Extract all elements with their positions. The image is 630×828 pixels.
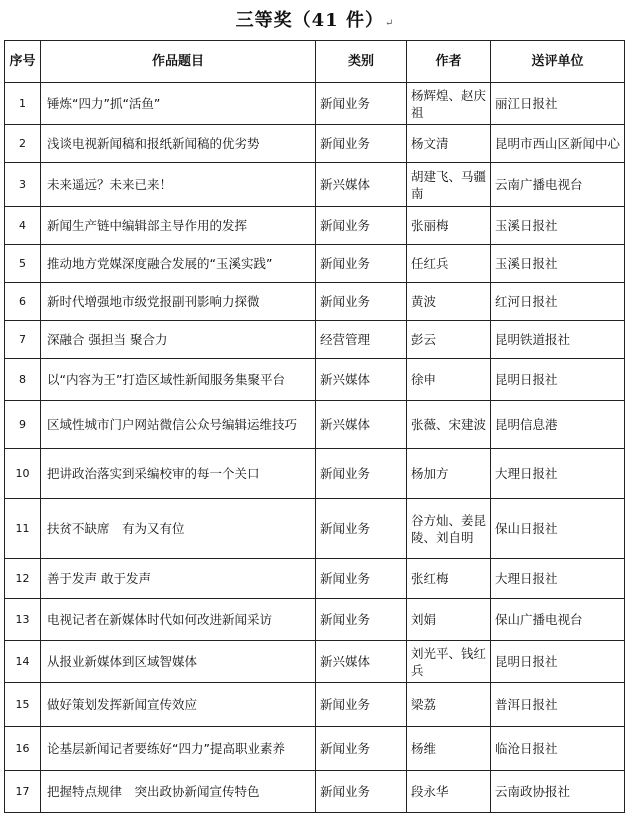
table-row [5, 499, 625, 559]
cell-category: 新闻业务 [316, 727, 407, 771]
cell-category: 新兴媒体 [316, 641, 407, 683]
header-category: 类别 [316, 41, 407, 83]
cell-unit: 普洱日报社 [491, 683, 625, 727]
cell-unit: 昆明信息港 [491, 401, 625, 449]
cell-author: 刘光平、钱红兵 [407, 641, 491, 683]
cell-author: 彭云 [407, 321, 491, 359]
cell-title: 新闻生产链中编辑部主导作用的发挥 [41, 207, 316, 245]
cell-category: 新兴媒体 [316, 163, 407, 207]
cell-title: 电视记者在新媒体时代如何改进新闻采访 [41, 599, 316, 641]
cell-author: 张丽梅 [407, 207, 491, 245]
cell-title: 推动地方党媒深度融合发展的“玉溪实践” [41, 245, 316, 283]
table-row [5, 683, 625, 727]
cell-unit: 红河日报社 [491, 283, 625, 321]
cell-no: 12 [5, 559, 41, 599]
cell-no: 8 [5, 359, 41, 401]
cell-unit: 临沧日报社 [491, 727, 625, 771]
table-header-row [5, 41, 625, 83]
cell-author: 刘娟 [407, 599, 491, 641]
cell-no: 1 [5, 83, 41, 125]
cell-category: 新闻业务 [316, 771, 407, 813]
table-row [5, 359, 625, 401]
cell-category: 新闻业务 [316, 683, 407, 727]
table-row [5, 449, 625, 499]
table-row [5, 321, 625, 359]
cell-title: 浅谈电视新闻稿和报纸新闻稿的优劣势 [41, 125, 316, 163]
cell-title: 把讲政治落实到采编校审的每一个关口 [41, 449, 316, 499]
cell-no: 16 [5, 727, 41, 771]
cell-title: 从报业新媒体到区域智媒体 [41, 641, 316, 683]
cell-title: 新时代增强地市级党报副刊影响力探微 [41, 283, 316, 321]
cell-no: 2 [5, 125, 41, 163]
cell-no: 6 [5, 283, 41, 321]
cell-unit: 大理日报社 [491, 449, 625, 499]
cell-category: 新闻业务 [316, 599, 407, 641]
cell-category: 新兴媒体 [316, 401, 407, 449]
cell-no: 5 [5, 245, 41, 283]
cell-no: 10 [5, 449, 41, 499]
cell-author: 张红梅 [407, 559, 491, 599]
cell-unit: 昆明日报社 [491, 359, 625, 401]
cell-author: 杨加方 [407, 449, 491, 499]
page-title: 三等奖（41 件）↵ [235, 10, 395, 31]
table-row [5, 727, 625, 771]
cell-category: 新闻业务 [316, 499, 407, 559]
cell-no: 3 [5, 163, 41, 207]
cell-title: 锤炼“四力”抓“活鱼” [41, 83, 316, 125]
cell-unit: 昆明铁道报社 [491, 321, 625, 359]
cell-no: 13 [5, 599, 41, 641]
table-row [5, 401, 625, 449]
cell-title: 扶贫不缺席 有为又有位 [41, 499, 316, 559]
cell-category: 新闻业务 [316, 559, 407, 599]
cell-title: 善于发声 敢于发声 [41, 559, 316, 599]
cell-no: 7 [5, 321, 41, 359]
cell-unit: 保山日报社 [491, 499, 625, 559]
cell-category: 新闻业务 [316, 207, 407, 245]
cell-unit: 昆明日报社 [491, 641, 625, 683]
cell-title: 论基层新闻记者要练好“四力”提高职业素养 [41, 727, 316, 771]
cell-no: 17 [5, 771, 41, 813]
cell-category: 新兴媒体 [316, 359, 407, 401]
cell-no: 15 [5, 683, 41, 727]
cell-unit: 昆明市西山区新闻中心 [491, 125, 625, 163]
cell-category: 新闻业务 [316, 125, 407, 163]
cell-unit: 云南广播电视台 [491, 163, 625, 207]
cell-author: 段永华 [407, 771, 491, 813]
table-row [5, 771, 625, 813]
cell-no: 9 [5, 401, 41, 449]
cell-unit: 丽江日报社 [491, 83, 625, 125]
cell-title: 深融合 强担当 聚合力 [41, 321, 316, 359]
cell-title: 做好策划发挥新闻宣传效应 [41, 683, 316, 727]
cell-unit: 大理日报社 [491, 559, 625, 599]
header-title: 作品题目 [41, 41, 316, 83]
table-row [5, 245, 625, 283]
cell-no: 4 [5, 207, 41, 245]
header-unit: 送评单位 [491, 41, 625, 83]
table-row [5, 163, 625, 207]
cell-title: 把握特点规律 突出政协新闻宣传特色 [41, 771, 316, 813]
cell-category: 经营管理 [316, 321, 407, 359]
cell-author: 张薇、宋建波 [407, 401, 491, 449]
header-no: 序号 [5, 41, 41, 83]
cell-title: 区域性城市门户网站微信公众号编辑运维技巧 [41, 401, 316, 449]
cell-category: 新闻业务 [316, 449, 407, 499]
cell-category: 新闻业务 [316, 283, 407, 321]
cell-unit: 玉溪日报社 [491, 207, 625, 245]
cell-author: 杨维 [407, 727, 491, 771]
table-row [5, 207, 625, 245]
table-row [5, 283, 625, 321]
cell-author: 任红兵 [407, 245, 491, 283]
table-row [5, 125, 625, 163]
table-row [5, 599, 625, 641]
header-author: 作者 [407, 41, 491, 83]
cell-author: 胡建飞、马疆南 [407, 163, 491, 207]
cell-author: 杨文清 [407, 125, 491, 163]
cell-unit: 保山广播电视台 [491, 599, 625, 641]
cell-author: 黄波 [407, 283, 491, 321]
cell-unit: 玉溪日报社 [491, 245, 625, 283]
cell-author: 梁荔 [407, 683, 491, 727]
cell-author: 谷方灿、姜昆陵、刘自明 [407, 499, 491, 559]
awards-table [4, 40, 625, 813]
table-row [5, 559, 625, 599]
table-row [5, 641, 625, 683]
cell-title: 以“内容为王”打造区域性新闻服务集聚平台 [41, 359, 316, 401]
cell-category: 新闻业务 [316, 83, 407, 125]
cell-author: 杨辉煌、赵庆祖 [407, 83, 491, 125]
cell-author: 徐申 [407, 359, 491, 401]
cell-unit: 云南政协报社 [491, 771, 625, 813]
cell-title: 未来遥远？未来已来！ [41, 163, 316, 207]
cell-no: 11 [5, 499, 41, 559]
cell-category: 新闻业务 [316, 245, 407, 283]
table-row [5, 83, 625, 125]
cell-no: 14 [5, 641, 41, 683]
